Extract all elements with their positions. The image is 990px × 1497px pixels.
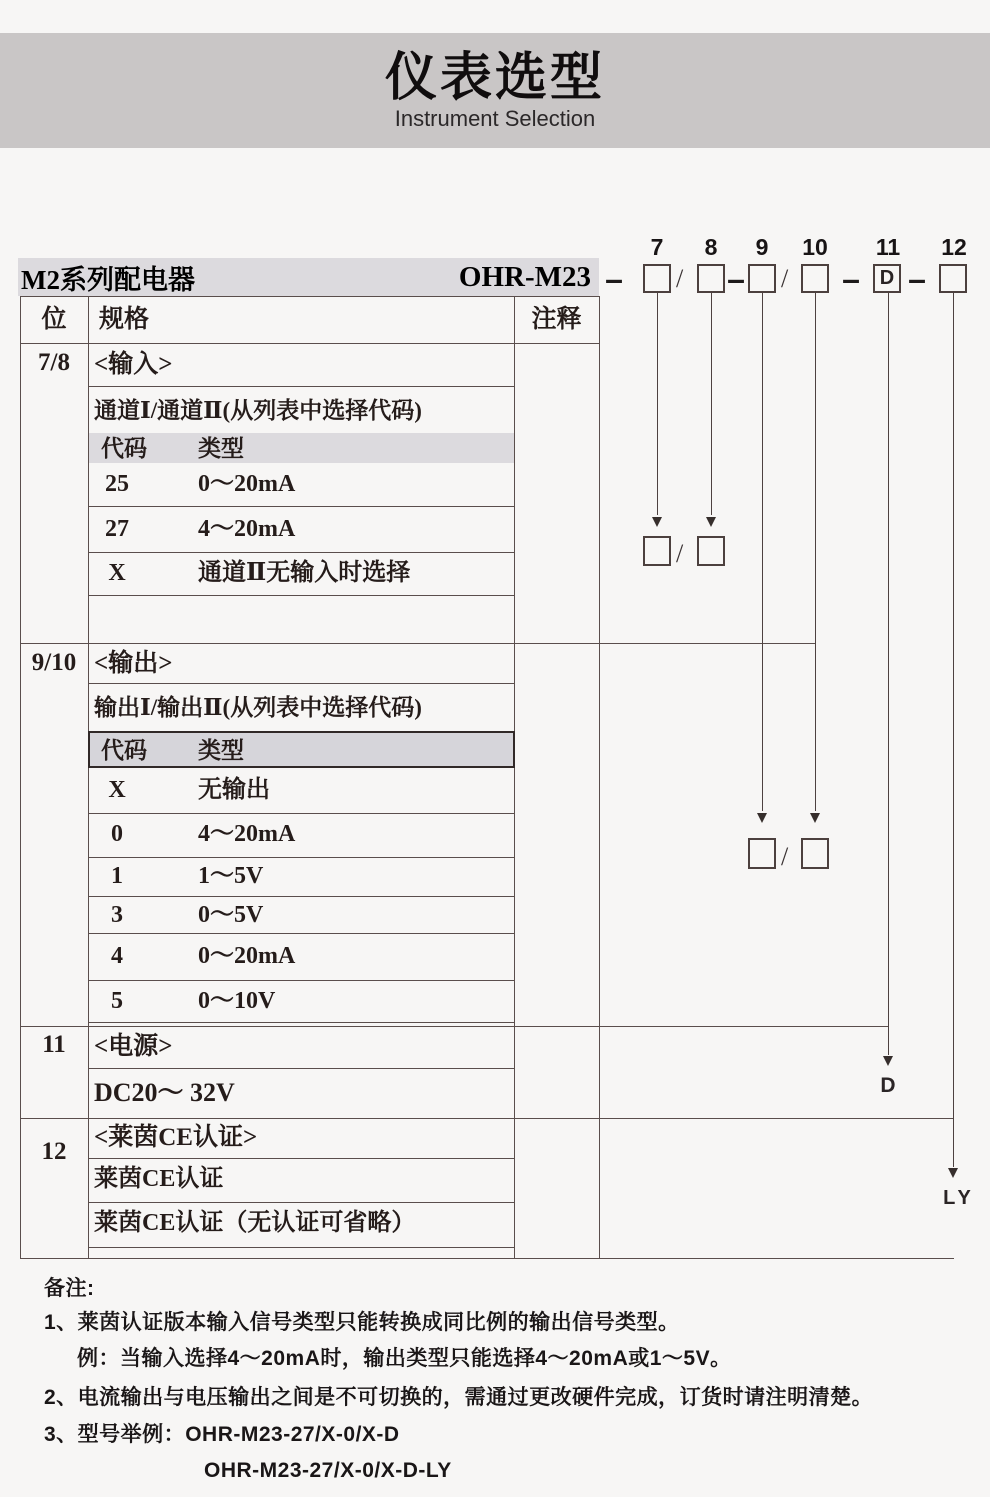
pos-number-11: 11 <box>875 234 901 260</box>
section-title: <输入> <box>94 351 173 378</box>
row-line <box>89 933 514 934</box>
section-position-label: 7/8 <box>38 349 70 376</box>
row-line <box>89 1202 514 1203</box>
model-prefix: OHR-M23 <box>458 260 591 293</box>
model-box-8 <box>697 264 725 293</box>
row-line <box>89 595 514 596</box>
title-banner <box>0 33 990 148</box>
model-dash: – <box>727 261 745 297</box>
code-header-bar-bordered <box>88 731 515 768</box>
row-line <box>89 552 514 553</box>
model-example-1: OHR-M23-27/X-0/X-D <box>185 1423 400 1446</box>
type-cell: 无输出 <box>198 777 270 803</box>
arrowhead-8 <box>706 517 716 527</box>
model-dash: – <box>605 261 623 297</box>
column-divider-spec <box>514 296 515 1258</box>
arrowhead-12 <box>948 1168 958 1178</box>
page-subtitle: Instrument Selection <box>394 105 596 131</box>
code-cell: 27 <box>105 516 129 542</box>
slot-slash: / <box>676 539 684 568</box>
series-label: M2系列配电器 <box>21 264 195 295</box>
code-cell: X <box>108 777 126 803</box>
section-title: <莱茵CE认证> <box>94 1124 258 1151</box>
row-line <box>89 1068 514 1069</box>
code-cell: 3 <box>111 902 123 928</box>
model-box-7 <box>643 264 671 293</box>
note-item-1-example: 例：当输入选择4～20mA时，输出类型只能选择4～20mA或1～5V。 <box>77 1347 732 1370</box>
arrowhead-10 <box>810 813 820 823</box>
pos-number-7: 7 <box>650 234 664 260</box>
page-title: 仪表选型 <box>384 48 605 107</box>
code-cell: 5 <box>111 988 123 1014</box>
type-cell: 0～20mA <box>198 943 296 969</box>
code-cell: 1 <box>111 863 123 889</box>
type-cell: 4～20mA <box>198 821 296 847</box>
header-row-border <box>20 343 599 344</box>
code-header-type: 类型 <box>198 436 244 461</box>
flow-line-11 <box>888 293 889 1055</box>
type-cell: 1～5V <box>198 863 264 889</box>
code-header-code: 代码 <box>101 738 147 763</box>
section-title: <输出> <box>94 650 173 677</box>
section-subtitle: 输出Ⅰ/输出Ⅱ(从列表中选择代码) <box>94 695 422 720</box>
ly-label: LY <box>943 1187 975 1209</box>
type-cell: 通道Ⅱ无输入时选择 <box>198 560 411 586</box>
code-header-code: 代码 <box>101 436 147 461</box>
section-title: <电源> <box>94 1033 173 1060</box>
code-slot-box-9 <box>748 838 776 869</box>
type-cell: 4～20mA <box>198 516 296 542</box>
section-position-label: 12 <box>41 1138 67 1165</box>
flow-line-9 <box>762 293 763 811</box>
code-header-type: 类型 <box>198 738 244 763</box>
arrowhead-11 <box>883 1056 893 1066</box>
section-divider-78-910 <box>20 643 815 644</box>
row-line <box>89 896 514 897</box>
pos-number-12: 12 <box>941 234 967 260</box>
row-line <box>89 980 514 981</box>
pos-number-10: 10 <box>802 234 828 260</box>
note-item-3-label: 3、型号举例： <box>44 1423 186 1446</box>
code-header-bar <box>89 433 514 463</box>
code-slot-box-8 <box>697 536 725 566</box>
code-slot-box-7 <box>643 536 671 566</box>
note-item-3 <box>44 1423 400 1447</box>
pos-number-8: 8 <box>704 234 718 260</box>
row-line <box>89 683 514 684</box>
pos-number-9: 9 <box>755 234 769 260</box>
col-header-position: 位 <box>41 306 67 333</box>
col-header-spec: 规格 <box>99 306 150 333</box>
table-bottom-border <box>20 1258 954 1259</box>
slot-slash: / <box>781 842 789 871</box>
row-line <box>89 813 514 814</box>
arrowhead-7 <box>652 517 662 527</box>
d-label: D <box>880 1074 896 1097</box>
row-line <box>89 857 514 858</box>
code-slot-box-10 <box>801 838 829 869</box>
model-slash: / <box>676 264 684 293</box>
flow-line-8 <box>711 293 712 515</box>
model-example-2: OHR-M23-27/X-0/X-D-LY <box>204 1459 452 1482</box>
type-cell: 莱茵CE认证（无认证可省略） <box>94 1210 416 1236</box>
col-header-note: 注释 <box>531 306 582 333</box>
code-cell: 4 <box>111 943 123 969</box>
row-line <box>89 1022 514 1023</box>
row-line <box>89 1247 514 1248</box>
model-slash: / <box>781 264 789 293</box>
section-subtitle: 通道Ⅰ/通道Ⅱ(从列表中选择代码) <box>94 398 422 423</box>
notes-heading: 备注: <box>44 1277 95 1300</box>
model-box-10 <box>801 264 829 293</box>
section-position-label: 9/10 <box>31 649 77 676</box>
type-cell: 0～10V <box>198 988 276 1014</box>
type-cell: 莱茵CE认证 <box>94 1166 224 1192</box>
section-divider-11-12 <box>20 1118 954 1119</box>
table-right-border <box>599 296 600 1258</box>
model-dash: – <box>842 261 860 297</box>
table-left-border <box>20 296 21 1258</box>
model-box-9 <box>748 264 776 293</box>
note-item-1: 1、莱茵认证版本输入信号类型只能转换成同比例的输出信号类型。 <box>44 1311 680 1334</box>
code-cell: X <box>108 560 126 586</box>
type-cell: 0～5V <box>198 902 264 928</box>
model-box-11-value: D <box>879 267 895 289</box>
table-top-border <box>20 296 599 297</box>
row-line <box>89 1158 514 1159</box>
model-dash: – <box>908 261 926 297</box>
note-item-2: 2、电流输出与电压输出之间是不可切换的，需通过更改硬件完成，订货时请注明清楚。 <box>44 1386 874 1409</box>
code-cell: 25 <box>105 471 129 497</box>
flow-line-12 <box>953 293 954 1167</box>
model-box-11 <box>873 264 901 293</box>
flow-line-10 <box>815 293 816 811</box>
section-position-label: 11 <box>42 1031 66 1058</box>
flow-line-7 <box>657 293 658 515</box>
section-divider-910-11 <box>20 1026 888 1027</box>
type-cell: 0～20mA <box>198 471 296 497</box>
model-box-12 <box>939 264 967 293</box>
type-cell: DC20～ 32V <box>94 1078 235 1107</box>
series-header-bar <box>18 258 599 296</box>
arrowhead-9 <box>757 813 767 823</box>
row-line <box>89 386 514 387</box>
code-cell: 0 <box>111 821 123 847</box>
row-line <box>89 506 514 507</box>
